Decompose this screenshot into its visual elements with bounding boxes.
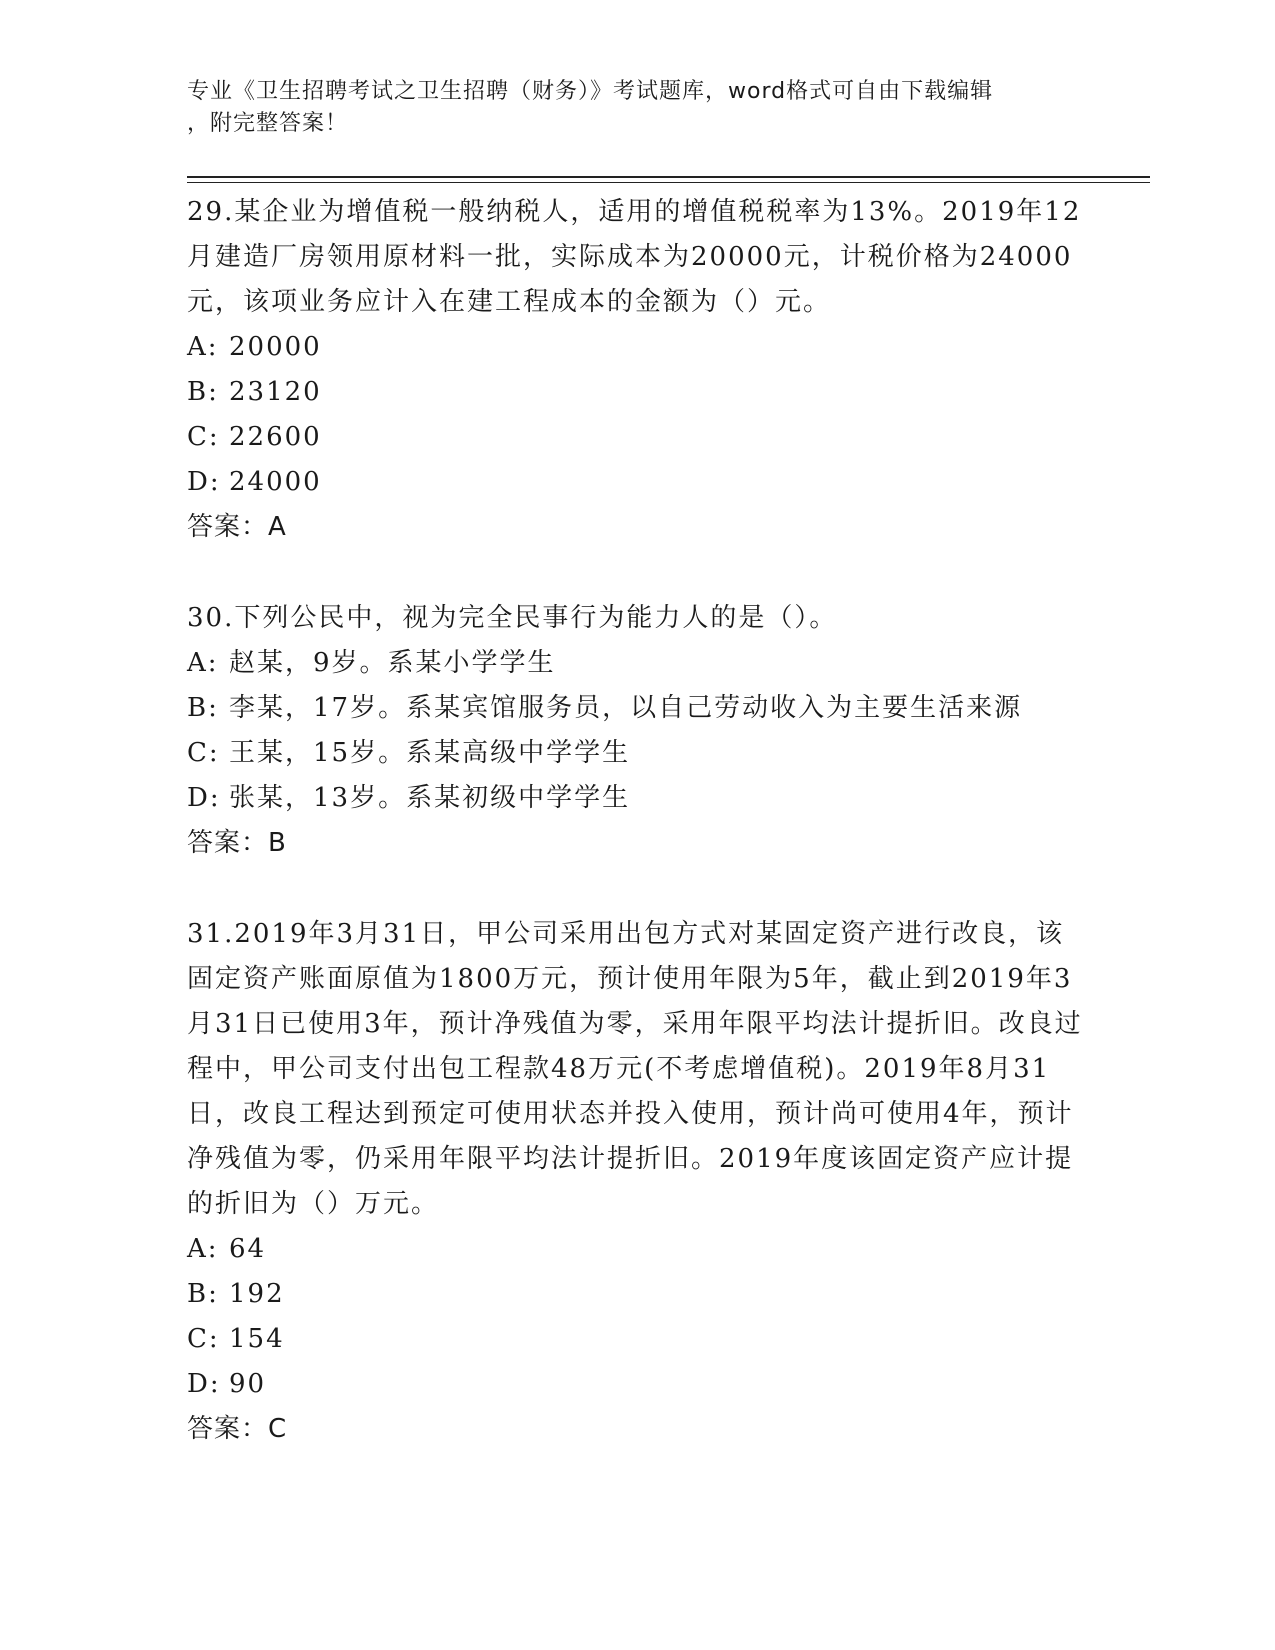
document-header xyxy=(187,76,1067,140)
option-label: C: xyxy=(187,738,220,768)
option-text: 24000 xyxy=(229,467,322,497)
header-line-1: 专业《卫生招聘考试之卫生招聘（财务）》考试题库，word格式可自由下载编辑 xyxy=(187,79,994,104)
question-29 xyxy=(187,190,1087,550)
option-text: 154 xyxy=(229,1324,285,1354)
option-text: 王某，15岁。系某高级中学学生 xyxy=(229,738,631,768)
option-text: 20000 xyxy=(229,332,322,362)
option-text: 64 xyxy=(229,1234,267,1264)
question-stem: 29.某企业为增值税一般纳税人，适用的增值税税率为13%。2019年12月建造厂房领用原材料一批，实际成本为20000元，计税价格为24000元，该项业务应计入在建工程成本的金额为（）元。 xyxy=(187,197,1082,317)
option-text: 赵某，9岁。系某小学学生 xyxy=(229,648,556,678)
header-divider-thick xyxy=(187,176,1150,178)
option-a xyxy=(187,641,1087,686)
answer-line: 答案：A xyxy=(187,512,287,542)
option-label: C: xyxy=(187,1324,220,1354)
option-text: 23120 xyxy=(229,377,322,407)
option-a xyxy=(187,325,1087,370)
option-label: D: xyxy=(187,1369,221,1399)
option-text: 22600 xyxy=(229,422,322,452)
option-text: 李某，17岁。系某宾馆服务员，以自己劳动收入为主要生活来源 xyxy=(229,693,1023,723)
option-text: 90 xyxy=(229,1369,267,1399)
option-d xyxy=(187,1362,1087,1407)
option-d xyxy=(187,776,1087,821)
question-list xyxy=(187,190,1087,1498)
option-text: 张某，13岁。系某初级中学学生 xyxy=(229,783,631,813)
option-b xyxy=(187,1272,1087,1317)
option-label: A: xyxy=(187,648,219,678)
answer-line: 答案：C xyxy=(187,1414,288,1444)
option-label: C: xyxy=(187,422,220,452)
option-a xyxy=(187,1227,1087,1272)
option-label: B: xyxy=(187,1279,219,1309)
option-label: B: xyxy=(187,693,219,723)
option-b xyxy=(187,686,1087,731)
option-label: D: xyxy=(187,783,221,813)
option-b xyxy=(187,370,1087,415)
header-line-2: ，附完整答案！ xyxy=(187,111,349,136)
answer-line: 答案：B xyxy=(187,828,287,858)
option-c xyxy=(187,415,1087,460)
question-30 xyxy=(187,596,1087,866)
option-label: D: xyxy=(187,467,221,497)
option-label: B: xyxy=(187,377,219,407)
option-c xyxy=(187,731,1087,776)
header-divider-thin xyxy=(187,182,1150,183)
option-c xyxy=(187,1317,1087,1362)
question-stem: 31.2019年3月31日，甲公司采用出包方式对某固定资产进行改良，该固定资产账面原值为1800万元，预计使用年限为5年，截止到2019年3月31日已使用3年，预计净残值为零，采用年限平均法计提折旧。改良过程中，甲公司支付出包工程款48万元(不考虑增值税)。2019年8月31日，改良工程达到预定可使用状态并投入使用，预计尚可使用4年，预计净残值为零，仍采用年限平均法计提折旧。2019年度该固定资产应计提的折旧为（）万元。 xyxy=(187,919,1083,1219)
option-d xyxy=(187,460,1087,505)
option-label: A: xyxy=(187,1234,219,1264)
question-stem: 30.下列公民中，视为完全民事行为能力人的是（）。 xyxy=(187,603,838,633)
option-text: 192 xyxy=(229,1279,285,1309)
option-label: A: xyxy=(187,332,219,362)
question-31 xyxy=(187,912,1087,1452)
